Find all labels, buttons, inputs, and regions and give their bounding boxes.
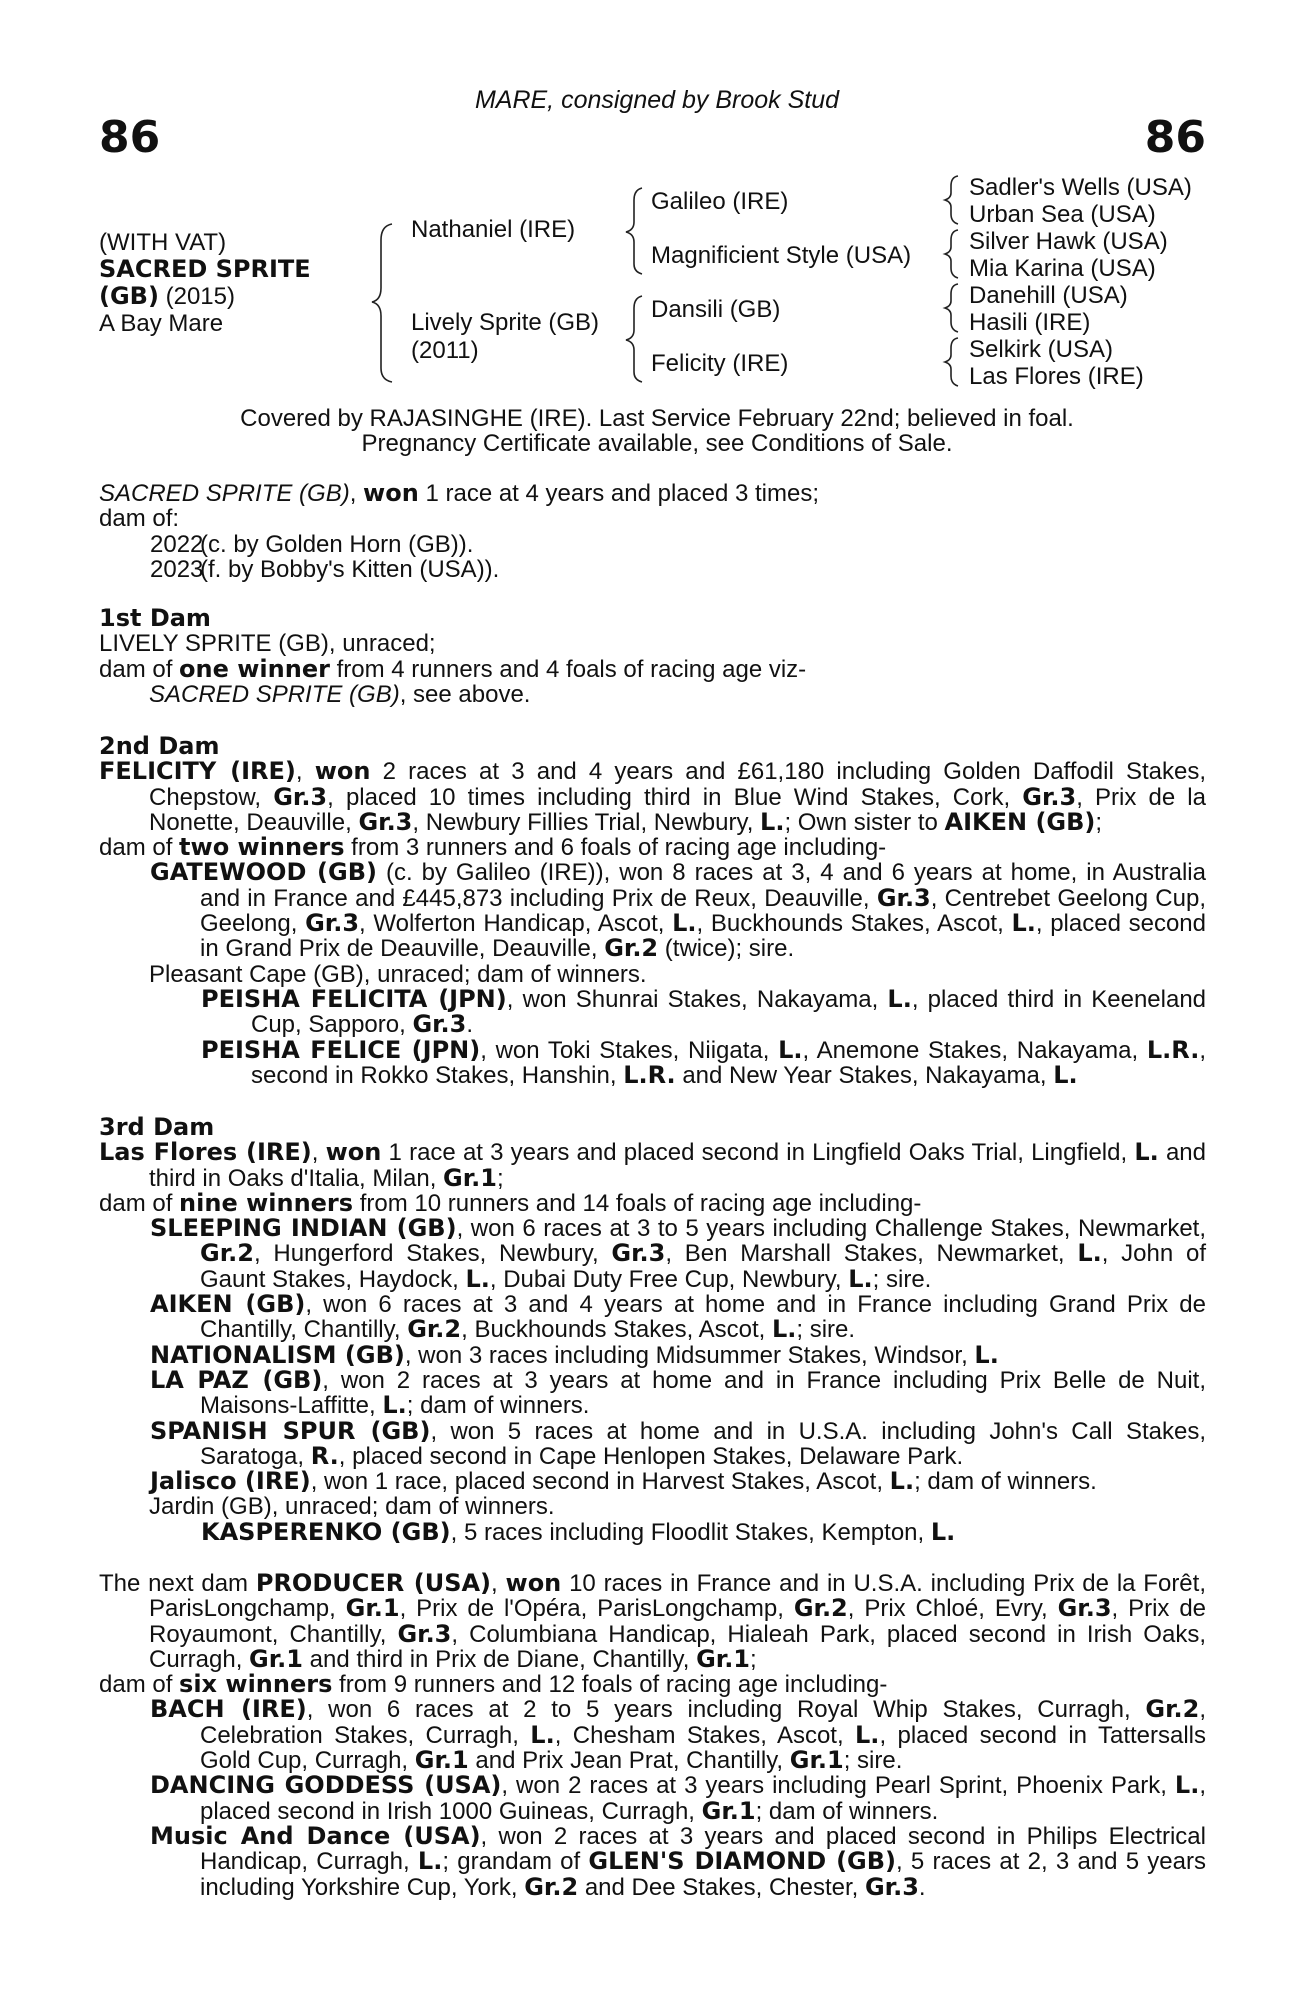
text: , won 2 races at 3 years including Pearl Sprint, Phoenix Park, [501, 1772, 1175, 1800]
produce-entry [99, 1035, 1206, 1089]
text: ; sire. [872, 1265, 932, 1293]
first-dam-heading: 1st Dam [99, 604, 211, 632]
produce-section [99, 481, 1206, 582]
text: dam of [99, 655, 180, 683]
text: , Prix Chloé, Evry, [847, 1595, 1058, 1623]
grade: Gr.1 [696, 1644, 751, 1673]
text: , Prix de l'Opéra, ParisLongchamp, [399, 1595, 794, 1623]
grade: L. [1077, 1239, 1102, 1268]
pedigree-sire: Nathaniel (IRE) [411, 216, 576, 243]
won-label: won [363, 479, 419, 507]
text: , placed third in Keeneland Cup, Sapporo, [251, 985, 1207, 1039]
produce-entry [99, 1697, 1206, 1773]
text: 1 race at 3 years and placed second in Lingfield Oaks Trial, Lingfield, [381, 1139, 1135, 1167]
grade: L. [778, 1035, 803, 1064]
next-dam-section [99, 1571, 1206, 1900]
grade: Gr.1 [701, 1796, 756, 1825]
text: , [349, 480, 364, 507]
grade: Gr.2 [407, 1315, 462, 1344]
text: from 10 runners and 14 foals of racing age including- [353, 1189, 922, 1217]
lot-number-left: 86 [99, 112, 161, 163]
grade: Gr.2 [1145, 1695, 1200, 1724]
text: (c. by Galileo (IRE)), won 8 races at 3, 4 and 6 years at home, in Australia and in France and £445,873 including Prix de Reux, Deauville, [200, 859, 1206, 912]
text: ; Own sister to [784, 808, 945, 836]
grade: L. [974, 1340, 999, 1369]
horse-country: (GB) [99, 282, 159, 310]
pedigree-ssd: Urban Sea (USA) [969, 201, 1156, 228]
grade: Gr.3 [358, 807, 413, 836]
text: ; dam of winners. [755, 1797, 939, 1825]
horse-name: SPANISH SPUR (GB) [150, 1416, 431, 1445]
pedigree-sds: Silver Hawk (USA) [969, 228, 1168, 255]
text: , won Shunrai Stakes, Nakayama, [506, 985, 888, 1013]
produce-entry [99, 1340, 1206, 1369]
horse-name: Las Flores (IRE) [99, 1138, 312, 1167]
grade: Gr.3 [397, 1619, 452, 1648]
pedigree-ddd: Las Flores (IRE) [969, 363, 1144, 390]
produce-entry [99, 1216, 1206, 1292]
grade: Gr.1 [345, 1594, 400, 1623]
horse-name: Music And Dance (USA) [150, 1821, 481, 1850]
text: , see above. [399, 680, 531, 708]
grade: Gr.1 [443, 1163, 497, 1192]
text: ; dam of winners. [914, 1468, 1097, 1496]
grade: Gr.3 [305, 909, 360, 938]
covered-note [0, 406, 1314, 456]
winners-count: two winners [179, 833, 345, 862]
text: , placed second in Cape Henlopen Stakes, Delaware Park. [338, 1442, 964, 1470]
text: , won 6 races at 3 and 4 years at home and in France including Grand Prix de Chantilly, Chantilly, [200, 1291, 1206, 1344]
pedigree-dds: Selkirk (USA) [969, 336, 1114, 363]
horse-name: PEISHA FELICE (JPN) [201, 1035, 481, 1064]
text: , placed second in Grand Prix de Deauville, Deauville, [200, 910, 1206, 963]
pedigree-ss: Galileo (IRE) [651, 188, 789, 215]
third-dam-heading: 3rd Dam [99, 1113, 215, 1141]
produce-name: SACRED SPRITE (GB) [99, 480, 350, 507]
third-dam-section [99, 1115, 1206, 1545]
produce-entry [99, 1416, 1206, 1470]
horse-name: SLEEPING INDIAN (GB) [150, 1214, 457, 1243]
pedigree-sdd: Mia Karina (USA) [969, 255, 1156, 282]
produce-entry [99, 1773, 1206, 1824]
foal-row [99, 557, 1206, 582]
foal-year: 2022 [150, 530, 204, 558]
dam-brace [626, 296, 642, 382]
text: , Ben Marshall Stakes, Newmarket, [665, 1240, 1078, 1268]
horse-name: NATIONALISM (GB) [150, 1340, 405, 1369]
first-dam-line: LIVELY SPRITE (GB), unraced; [99, 630, 436, 658]
produce-entry [99, 1517, 1206, 1546]
text: , Hungerford Stakes, Newbury, [253, 1240, 612, 1268]
text: , won 6 races at 2 to 5 years including Royal Whip Stakes, Curragh, [306, 1696, 1146, 1724]
grade: L. [760, 807, 785, 836]
text: . [466, 1011, 474, 1039]
text: dam of [99, 1671, 180, 1699]
text: , Wolferton Handicap, Ascot, [359, 910, 673, 938]
produce-entry [99, 1365, 1207, 1420]
sire-dam-brace [372, 224, 392, 382]
won-label: won [505, 1569, 562, 1597]
pedigree-dss: Danehill (USA) [969, 282, 1128, 309]
foal-desc: (f. by Bobby's Kitten (USA)). [200, 555, 500, 583]
grade: Gr.1 [249, 1644, 303, 1673]
grade: L. [889, 1467, 915, 1496]
text: , Dubai Duty Free Cup, Newbury, [489, 1265, 849, 1293]
second-dam-section [99, 734, 1206, 1088]
sire-brace [626, 188, 642, 274]
produce-entry [99, 860, 1206, 961]
horse-year: (2015) [158, 283, 235, 310]
text: , Prix de la Nonette, Deauville, [149, 783, 1206, 836]
produce-entry [99, 984, 1207, 1039]
text: , John of Gaunt Stakes, Haydock, [200, 1240, 1207, 1293]
text: , placed 10 times including third in Blue Wind Stakes, Cork, [327, 783, 1023, 811]
pedigree-dd: Felicity (IRE) [651, 350, 789, 377]
text: (twice); sire. [658, 935, 795, 963]
won-label: won [325, 1138, 382, 1167]
lot-number-right: 86 [1144, 112, 1206, 163]
grade: L. [855, 1720, 880, 1749]
grade: Gr.2 [524, 1872, 579, 1901]
ss-brace [945, 176, 958, 224]
horse-name: PRODUCER (USA) [255, 1569, 492, 1597]
text: . [918, 1873, 926, 1901]
third-dam-entry [99, 1140, 1206, 1191]
next-dam-entry [99, 1571, 1206, 1672]
grade: L. [382, 1391, 407, 1420]
sd-brace [945, 230, 958, 278]
text: , [491, 1570, 506, 1597]
text: dam of [99, 834, 180, 862]
dd-brace [945, 338, 958, 386]
horse-name: AIKEN (GB) [944, 807, 1096, 836]
first-dam-produce: SACRED SPRITE (GB) [149, 680, 400, 708]
text: ; [496, 1164, 504, 1192]
text: , placed second in Irish 1000 Guineas, Curragh, [200, 1772, 1206, 1825]
covered-line-2: Pregnancy Certificate available, see Conditions of Sale. [361, 430, 953, 457]
grade: Gr.3 [1022, 782, 1077, 811]
grade: Gr.3 [412, 1010, 467, 1039]
text: and New Year Stakes, Nakayama, [675, 1061, 1054, 1089]
vat-label: (WITH VAT) [99, 229, 227, 256]
grade: R. [310, 1441, 339, 1470]
grade: L. [672, 909, 697, 938]
text: , [311, 1139, 326, 1167]
produce-entry [99, 1469, 1206, 1494]
text: and Dee Stakes, Chester, [578, 1873, 865, 1901]
text: ; grandam of [442, 1848, 589, 1876]
text: , won 3 races including Midsummer Stakes, Windsor, [404, 1341, 975, 1369]
horse-name: PEISHA FELICITA (JPN) [201, 984, 507, 1013]
text: , Prix de Royaumont, Chantilly, [149, 1595, 1207, 1648]
text: The next dam [99, 1570, 256, 1597]
text: dam of [99, 1189, 180, 1217]
text: from 9 runners and 12 foals of racing age including- [332, 1671, 888, 1699]
grade: L. [417, 1847, 443, 1876]
foal-row [99, 532, 1206, 557]
text: 10 races in France and in U.S.A. including Prix de la Forêt, ParisLongchamp, [149, 1570, 1206, 1623]
ds-brace [945, 284, 958, 332]
grade: Gr.2 [604, 934, 659, 963]
text: from 4 runners and 4 foals of racing age viz- [329, 655, 807, 683]
second-dam-entry [99, 759, 1206, 835]
text: , won 2 races at 3 years and placed second in Philips Electrical Handicap, Curragh, [200, 1822, 1206, 1876]
text: , Chesham Stakes, Ascot, [554, 1721, 856, 1749]
horse-name: Jalisco (IRE) [150, 1467, 311, 1496]
grade: Gr.3 [611, 1239, 666, 1268]
horse-name: FELICITY (IRE) [99, 757, 296, 786]
foal-year: 2023 [150, 555, 204, 583]
text: and third in Oaks d'Italia, Milan, [149, 1139, 1206, 1192]
pedigree-sd: Magnificient Style (USA) [651, 242, 912, 269]
text: and third in Prix de Diane, Chantilly, [302, 1645, 697, 1673]
grade: L. [530, 1720, 555, 1749]
horse-description: A Bay Mare [99, 310, 224, 337]
pedigree-dam: Lively Sprite (GB) [411, 309, 600, 336]
covered-line-1: Covered by RAJASINGHE (IRE). Last Service February 22nd; believed in foal. [240, 405, 1074, 432]
text: , second in Rokko Stakes, Hanshin, [251, 1036, 1206, 1089]
horse-name: GATEWOOD (GB) [150, 858, 377, 887]
grade: L. [1053, 1060, 1078, 1089]
grade: Gr.3 [876, 883, 931, 912]
text: , Anemone Stakes, Nakayama, [802, 1036, 1147, 1064]
text: 1 race at 4 years and placed 3 times; [418, 480, 820, 507]
horse-name: AIKEN (GB) [150, 1290, 306, 1319]
grade: Gr.3 [1057, 1594, 1112, 1623]
horse-name: DANCING GODDESS (USA) [150, 1771, 502, 1800]
grade: L.R. [623, 1060, 676, 1089]
text: ; sire. [796, 1316, 856, 1344]
grade: L. [771, 1315, 797, 1344]
second-dam-heading: 2nd Dam [99, 732, 220, 760]
text: , placed second in Tattersalls Gold Cup, Curragh, [200, 1721, 1207, 1775]
grade: Gr.2 [793, 1594, 848, 1623]
consignment-header: MARE, consigned by Brook Stud [474, 86, 840, 114]
grade: Gr.3 [273, 782, 328, 811]
text: , Columbiana Handicap, Hialeah Park, placed second in Irish Oaks, Curragh, [149, 1620, 1206, 1673]
text: , won 6 races at 3 to 5 years including Challenge Stakes, Newmarket, [456, 1215, 1207, 1243]
text: , won Toki Stakes, Niigata, [480, 1036, 779, 1064]
grade: L. [1134, 1138, 1159, 1167]
grade: L. [887, 984, 912, 1013]
text: and Prix Jean Prat, Chantilly, [468, 1747, 790, 1775]
grade: L. [848, 1264, 873, 1293]
grade: Gr.2 [200, 1239, 254, 1268]
text: 2 races at 3 and 4 years and £61,180 including Golden Daffodil Stakes, Chepstow, [149, 758, 1207, 811]
grade: L. [930, 1517, 956, 1546]
grade: L. [1174, 1771, 1200, 1800]
produce-entry: Pleasant Cape (GB), unraced; dam of winners. [149, 960, 647, 988]
pedigree-ds: Dansili (GB) [651, 296, 781, 323]
pedigree-dsd: Hasili (IRE) [969, 309, 1091, 336]
produce-entry [99, 1292, 1206, 1343]
first-dam-section [99, 606, 1206, 707]
pedigree-sss: Sadler's Wells (USA) [969, 174, 1192, 201]
horse-name: KASPERENKO (GB) [201, 1517, 451, 1546]
horse-name: BACH (IRE) [150, 1695, 307, 1724]
winners-count: six winners [179, 1670, 333, 1699]
text: , Centrebet Geelong Cup, Geelong, [200, 884, 1206, 938]
grade: Gr.1 [789, 1746, 844, 1775]
dam-of-label: dam of: [99, 505, 180, 533]
grade: L. [1011, 909, 1036, 938]
winners-count: one winner [179, 654, 330, 683]
won-label: won [314, 757, 371, 786]
text: , Buckhounds Stakes, Ascot, [461, 1316, 772, 1344]
text: , Buckhounds Stakes, Ascot, [696, 910, 1012, 938]
text: ; [1095, 808, 1103, 836]
horse-name: GLEN'S DIAMOND (GB) [588, 1847, 897, 1876]
text: , Newbury Fillies Trial, Newbury, [412, 808, 761, 836]
grade: Gr.3 [864, 1872, 919, 1901]
grade: Gr.1 [414, 1746, 469, 1775]
grade: L. [465, 1264, 490, 1293]
text: , 5 races including Floodlit Stakes, Kempton, [450, 1518, 931, 1546]
winners-count: nine winners [179, 1188, 354, 1217]
text: , won 5 races at home and in U.S.A. including John's Call Stakes, Saratoga, [200, 1417, 1206, 1470]
text: , [295, 758, 315, 786]
horse-name: LA PAZ (GB) [150, 1365, 323, 1394]
grade: L.R. [1146, 1035, 1200, 1064]
text: , 5 races at 2, 3 and 5 years including Yorkshire Cup, York, [200, 1848, 1206, 1901]
produce-entry: Jardin (GB), unraced; dam of winners. [149, 1493, 555, 1521]
text: , Celebration Stakes, Curragh, [200, 1696, 1206, 1749]
text: , won 1 race, placed second in Harvest Stakes, Ascot, [310, 1468, 890, 1496]
text: ; [750, 1645, 757, 1673]
text: , won 2 races at 3 years at home and in France including Prix Belle de Nuit, Maisons-Laffitte, [200, 1366, 1207, 1420]
foal-desc: (c. by Golden Horn (GB)). [200, 530, 474, 558]
text: ; sire. [843, 1747, 903, 1775]
text: from 3 runners and 6 foals of racing age including- [344, 834, 887, 862]
horse-name: SACRED SPRITE [99, 255, 311, 283]
text: ; dam of winners. [406, 1392, 590, 1420]
produce-entry [99, 1821, 1206, 1901]
pedigree-dam-year: (2011) [411, 337, 479, 364]
